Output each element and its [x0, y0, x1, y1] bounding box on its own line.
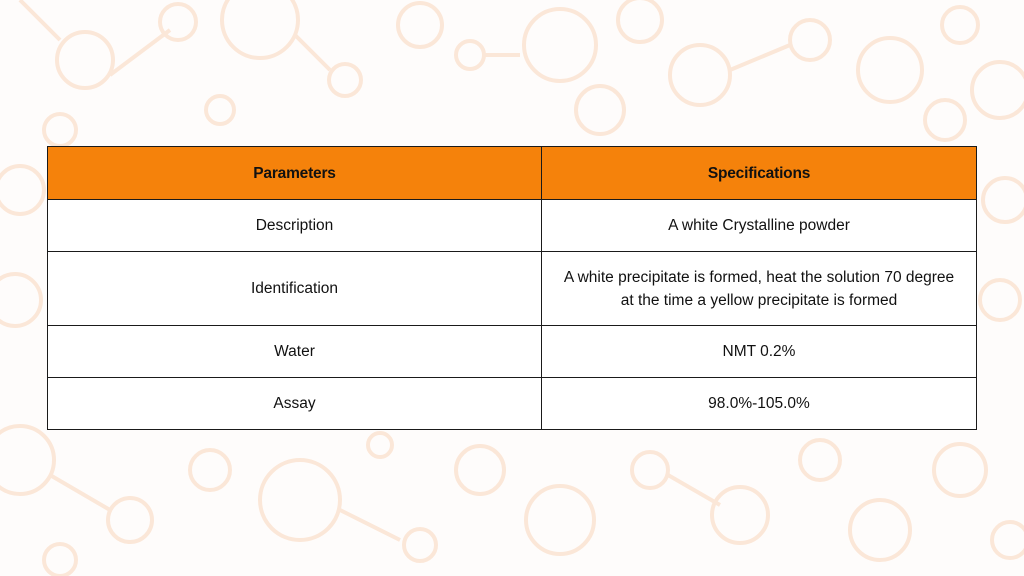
specification-cell: A white precipitate is formed, heat the solution 70 degree at the time a yellow precipitate is formed [542, 252, 977, 326]
specification-cell: A white Crystalline powder [542, 200, 977, 252]
table-row [48, 252, 977, 326]
table-row [48, 326, 977, 378]
parameters-header: Parameters [48, 147, 542, 200]
specification-cell: 98.0%-105.0% [542, 378, 977, 430]
table-row [48, 378, 977, 430]
specifications-table [47, 146, 977, 430]
parameter-cell: Assay [48, 378, 542, 430]
parameter-cell: Water [48, 326, 542, 378]
table-row [48, 200, 977, 252]
parameter-cell: Identification [48, 252, 542, 326]
specification-cell: NMT 0.2% [542, 326, 977, 378]
table-header-row [48, 147, 977, 200]
parameter-cell: Description [48, 200, 542, 252]
specifications-header: Specifications [542, 147, 977, 200]
